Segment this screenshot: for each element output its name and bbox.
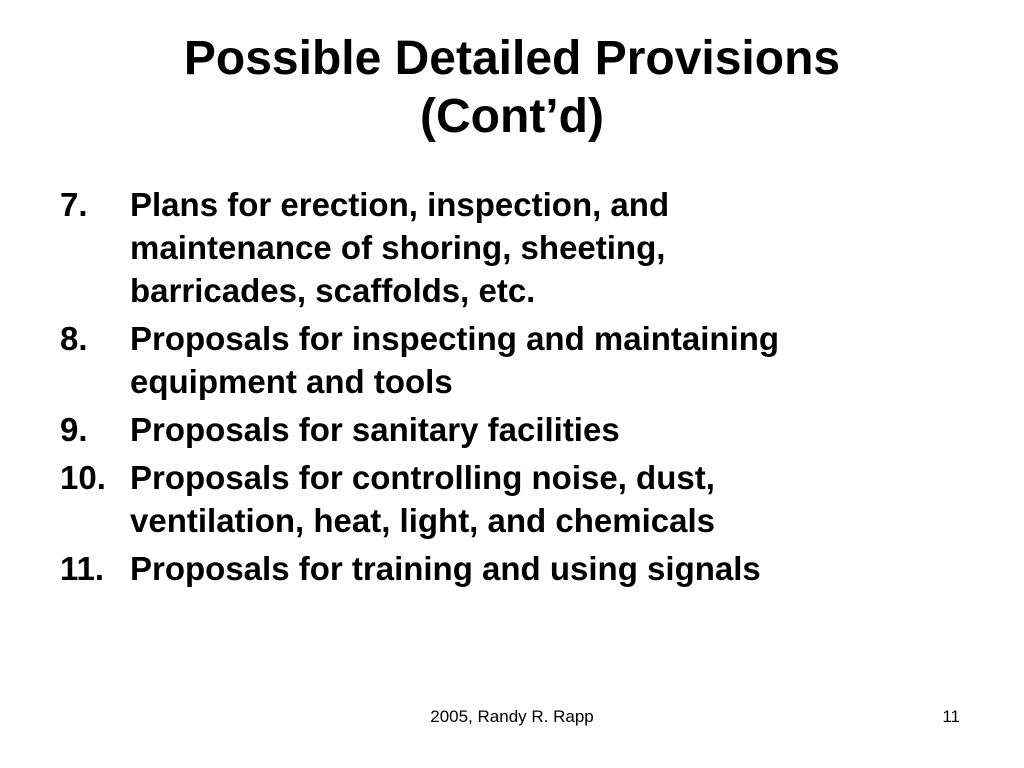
list-item	[60, 547, 980, 590]
item-text	[130, 547, 980, 590]
item-text-line: Proposals for inspecting and maintaining	[130, 320, 780, 357]
list-item	[60, 317, 980, 403]
title-line: Possible Detailed Provisions	[183, 32, 841, 85]
list-item	[60, 456, 980, 542]
item-text-line: ventilation, heat, light, and chemicals	[130, 502, 715, 539]
item-number: 8.	[60, 320, 88, 357]
slide-title	[60, 30, 964, 146]
item-text	[130, 317, 980, 403]
footer-author: 2005, Randy R. Rapp	[430, 707, 594, 726]
item-text	[130, 183, 980, 312]
item-text	[130, 408, 980, 451]
provisions-list	[60, 183, 980, 595]
item-number: 7.	[60, 186, 88, 223]
item-text-line: maintenance of shoring, sheeting,	[130, 229, 666, 266]
item-text-line: equipment and tools	[130, 363, 453, 400]
item-text-line: Proposals for sanitary facilities	[130, 411, 620, 448]
list-item	[60, 183, 980, 312]
item-text-line: Proposals for training and using signals	[130, 550, 761, 587]
item-text-line: Proposals for controlling noise, dust,	[130, 459, 715, 496]
item-number: 10.	[60, 459, 106, 496]
title-line: (Cont’d)	[420, 90, 604, 143]
item-text-line: barricades, scaffolds, etc.	[130, 272, 536, 309]
item-number: 11.	[60, 550, 105, 587]
item-number: 9.	[60, 411, 88, 448]
item-text	[130, 456, 980, 542]
page-number: 11	[942, 707, 960, 726]
list-item	[60, 408, 980, 451]
item-text-line: Plans for erection, inspection, and	[130, 186, 670, 223]
